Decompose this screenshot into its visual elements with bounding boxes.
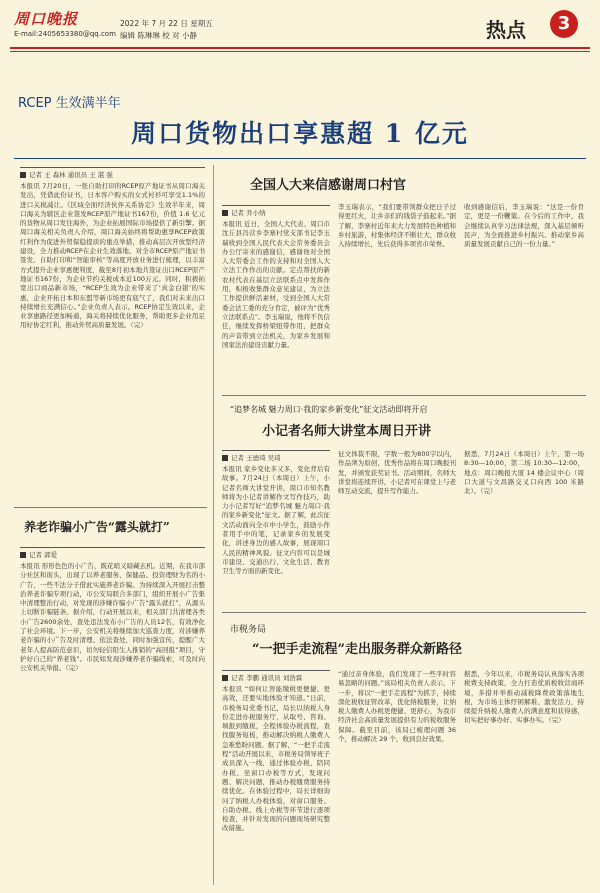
lecture-kicker: “追梦名城 魅力周口·我的家乡新变化”征文活动即将开启	[230, 405, 428, 414]
scam-headline: 养老诈骗小广告“露头就打”	[24, 520, 170, 534]
lecture-byline	[222, 450, 330, 462]
byline-square-icon	[222, 455, 228, 461]
lead-headline: 周口货物出口享惠超 1 亿元	[131, 119, 469, 148]
byline-square-icon	[20, 552, 26, 558]
section-rule-1	[222, 395, 586, 396]
masthead	[0, 0, 600, 62]
tax-kicker: 市税务局	[230, 625, 267, 635]
villagers-body: 本报讯 近日，全国人大代表、周口市沈丘县冯营乡李寨村党支部书记李玉瑞收到全国人民代表大会常务委员会办公厅寄来的感谢信，感谢他对全国人大常委会工作的支持和对全国人大立法工作作出的贡献。定点帮扶的新农村代表在基层立法联系点中发挥作用，积极收集群众意见建议，为立法工作提供鲜活素材，受到全国人大常委会法工委的充分肯定，被评为“优秀立法联系点”。李玉瑞说，他将不负信任，继续发挥桥梁纽带作用，把群众的声音带到立法机关，为家乡发展和国家法治建设贡献力量。	[222, 220, 330, 349]
villagers-byline	[222, 205, 330, 217]
issue-date: 2022 年 7 月 22 日 星期五	[120, 19, 213, 28]
lecture-body: 本报讯 家乡变化多又多，变化背后有故事。7月24日（本周日）上午，小记者名师大讲堂开讲，周口市知名教师将为小记者讲解作文写作技巧，助力小记者写好“追梦名城 魅力周口·我的家乡新变化”征文。据了解，此次征文活动面向全市中小学生，鼓励小作者用手中的笔，记录家乡的发展变化，讲述身边的感人故事，展现周口人民的精神风貌。征文内容可以是城市建设、交通出行、文化生活、教育卫生等方面的新变化。	[222, 465, 330, 576]
contact-email: E-mail:2405653380@qq.com	[14, 30, 116, 38]
page-number-badge: 3	[550, 10, 578, 38]
villagers-body-3: 收到感谢信后，李玉瑞说：“这是一份肯定，更是一份鞭策。在今后的工作中，我会继续认真学习法律法规，深入基层倾听民声，为全面推进乡村振兴、推动家乡高质量发展贡献自己的一份力量。”	[464, 203, 584, 249]
tax-body-3: 据悉，今年以来，市税务局认真落实各项税费支持政策，全力打造优质税收营商环境，多措并举推动减税降费政策落地生根，为市场主体纾困解难、激发活力，持续提升纳税人缴费人的满意度和获得感，切实把好事办好、实事办实。（完）	[464, 670, 584, 725]
column-divider-left	[213, 165, 214, 885]
tax-byline-text: 记者 李鹏 通讯员 刘浩霖	[231, 674, 303, 682]
lead-body: 本报讯 7月20日，一张自助打印的RCEP原产地证书从周口海关发出，凭借此份证书，日本客户购买的女式衬衫可享受1.1%的进口关税减让。《区域全面经济伙伴关系协定》生效半年来，周口海关为辖区企业签发RCEP原产地证书167份，价值 1.6 亿元的货物从周口发往海外，为企业拓展国际市场提供了新引擎。据周口海关相关负责人介绍，周口海关始终将帮助惠享RCEP政策红利作为促进外贸保稳提质的重点举措，推动高层次开放型经济建设，全力推动RCEP在企业生效落地。对全市RCEP原产地证书签发、自助打印和“智能审核”等高度开放业务进行梳理，以丰富方式提升企业享惠便利度，截至8月初本地共签证出口RCEP原产地证书167份，为企业节约关税成本近100万元。同时，积极拓宽出口商品新市场，“RCEP生效为企业带来了‘真金白银’的实惠，企业开拓日本和东盟等新市场更有底气了，我们对未来出口持续增长充满信心。”企业负责人表示。RCEP协定生效以来，企业享惠路径更加畅通，海关将持续优化服务，帮助更多企业用足用好协定红利，推动外贸高质量发展。（完）	[20, 182, 205, 330]
lecture-body-3: 据悉，7月24日（本周日）上午，第一场 8:30—10:00，第二场 10:30—12:00，地点：周口晚报大厦 14 楼会议中心（周口大道与文昌路交叉口向西 100 米路北）。（完）	[464, 450, 584, 496]
villagers-body-2: 李玉瑞表示，“我们要带领群众把日子过得更红火，让乡亲们的钱袋子鼓起来。”据了解，李寨村近年来大力发展特色种植和乡村旅游，村集体经济不断壮大，群众收入持续增长，先后获得多项省市荣誉。	[338, 203, 456, 249]
tax-body-2: “通过亲身体验，我们发现了一些平时容易忽略的问题。”该局相关负责人表示，下一步，将以“一把手走流程”为抓手，持续深化税收征管改革，优化纳税服务，让纳税人缴费人办税更便捷、更舒心，为我市经济社会高质量发展提供有力的税收服务保障。截至目前，该局已梳理问题 36 个，推动解决 29 个，收到良好效果。	[338, 670, 456, 744]
byline-square-icon	[20, 172, 26, 178]
lead-byline	[20, 167, 205, 179]
section-rule-left	[14, 507, 207, 508]
newspaper-logo: 周口晚报	[14, 10, 79, 28]
banner-rule	[14, 158, 586, 159]
tax-headline: “一把手走流程”走出服务群众新路径	[252, 642, 462, 657]
tax-byline	[222, 670, 330, 682]
villagers-byline-text: 记者 乔小纳	[231, 209, 266, 217]
lead-banner	[14, 92, 586, 152]
lead-byline-text: 记者 王 森林 通讯员 王 湛 强	[29, 171, 113, 179]
lead-kicker: RCEP 生效满半年	[18, 96, 121, 111]
villagers-headline: 全国人大来信感谢周口村官	[250, 178, 407, 193]
masthead-rule	[10, 47, 590, 49]
lecture-byline-text: 记者 王德琦 吴琦	[231, 454, 281, 462]
scam-byline-text: 记者 郭爱	[29, 551, 58, 559]
lecture-headline: 小记者名师大讲堂本周日开讲	[262, 424, 432, 439]
byline-square-icon	[222, 210, 228, 216]
byline-square-icon	[222, 675, 228, 681]
lecture-body-2: 征文体裁不限，字数一般为800字以内，作品须为原创，优秀作品将在周口晚报刊发，并颁发获奖证书。活动期间，名师大讲堂将连续开讲，小记者可在课堂上与老师互动交流，提升写作能力。	[338, 450, 456, 496]
scam-byline	[20, 547, 205, 559]
tax-body: 本报讯 “如何让智能缴税更便捷、更高效，还要实地体验才知道。”日前，市税务局党委书记、局长以纳税人身份走进办税服务厅，从取号、咨询、填报到缴税，全程体验办税流程，查找服务短板，推动解决纳税人缴费人急难愁盼问题。据了解，“一把手走流程”活动开展以来，市税务局领导班子成员深入一线，通过体验办税、陪同办税、坐窗口办税等方式，发现问题、解决问题，推动办税缴费服务持续优化。在体验过程中，局长详细询问了纳税人办税体验，对窗口服务、自助办税、线上办税等环节进行逐项检查，并针对发现的问题现场研究整改措施。	[222, 685, 330, 833]
scam-body: 本报讯 形形色色的小广告，既花哨又暗藏玄机。近期，在我市部分社区和街头，出现了以养老服务、保健品、投资理财为名的小广告，一些不法分子借此实施养老诈骗。为持续深入开展打击整治养老诈骗专项行动，市公安局联合多部门，组织开展小广告集中清理整治行动，对发现的涉嫌诈骗小广告“露头就打”，从源头上切断诈骗链条。据介绍，行动开展以来，相关部门共清理各类小广告2600余处，查处违法发布小广告的人员12名，有效净化了社会环境。下一步，公安机关将继续加大巡查力度，对涉嫌养老诈骗的小广告及时清理、依法查处，同时加强宣传，提醒广大老年人提高防范意识，切勿轻信陌生人推销的“高回报”项目，守护好自己的“养老钱”。市民如发现涉嫌养老诈骗线索，可及时向公安机关举报。（完）	[20, 562, 205, 673]
section-label: 热点	[486, 18, 526, 42]
section-rule-2	[222, 612, 586, 613]
editor-credit: 编辑 陈琳琳 校 对 小静	[120, 31, 198, 40]
masthead-rule-thin	[10, 51, 590, 52]
